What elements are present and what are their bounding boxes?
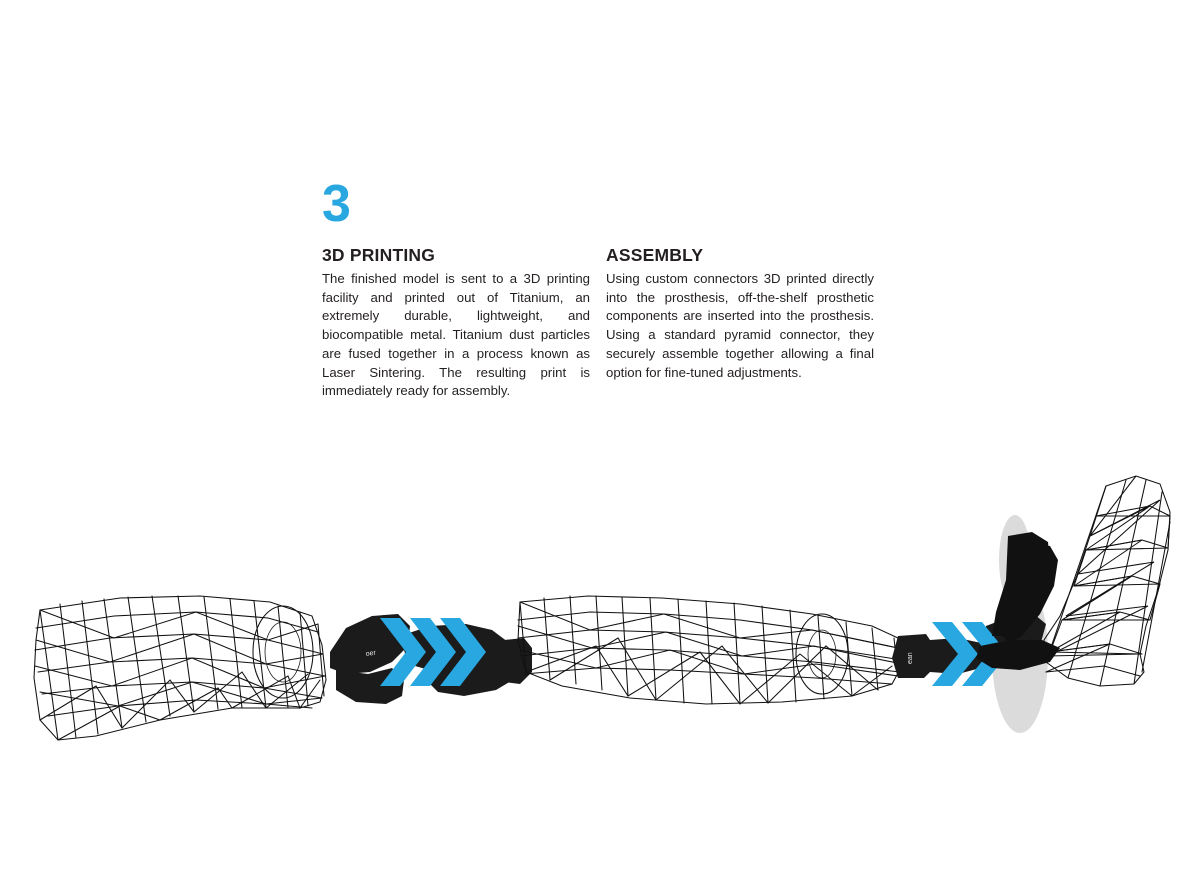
column-body-assembly: Using custom connectors 3D printed directly into the prosthesis, off-the-shelf prosthetic components are inserted into the prosthesis. Using a standard pyramid connector, they securely assemble together allowing a final option for fine-tuned adjustments. — [606, 271, 874, 380]
column-heading-3d-printing: 3D PRINTING — [322, 245, 436, 265]
carbon-foot-blade — [976, 532, 1060, 670]
column-assembly — [606, 245, 874, 401]
foot-wireframe — [1044, 476, 1170, 686]
prosthetic-leg-illustration — [0, 440, 1200, 820]
column-heading-assembly: ASSEMBLY — [606, 245, 704, 265]
ankle-part-label: ean — [907, 652, 914, 664]
step-number: 3 — [322, 175, 350, 233]
socket-wireframe — [34, 596, 326, 740]
knee-part-label: oer — [365, 649, 377, 658]
text-columns — [322, 245, 874, 401]
column-3d-printing — [322, 245, 590, 401]
shin-wireframe — [518, 596, 904, 704]
column-body-3d-printing: The finished model is sent to a 3D printing facility and printed out of Titanium, an extremely durable, lightweight, and biocompatible metal. Titanium dust particles are fused together in a process known as Laser Sintering. The resulting print is immediately ready for assembly. — [322, 271, 590, 399]
